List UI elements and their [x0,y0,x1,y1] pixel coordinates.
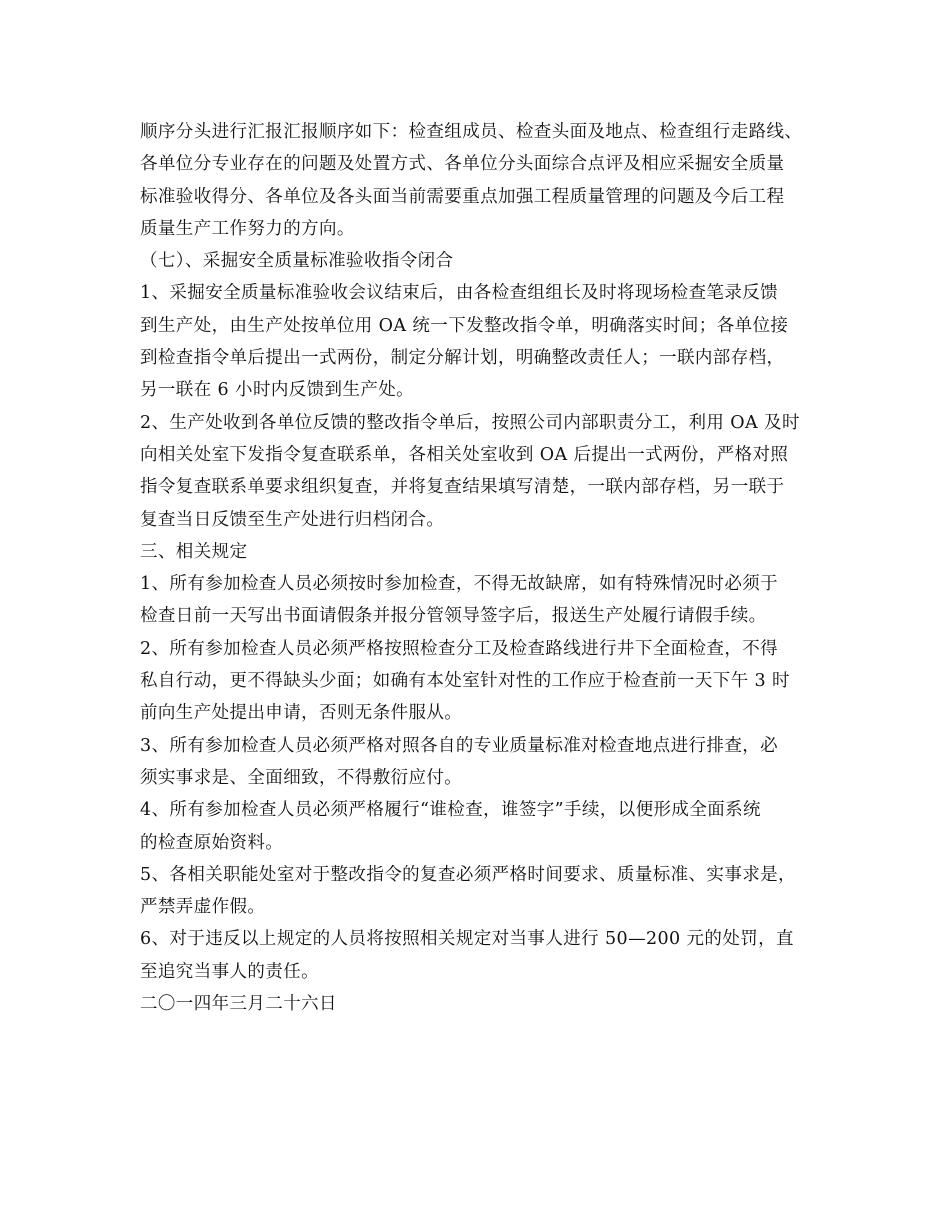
text-line: 4、所有参加检查人员必须严格履行“谁检查，谁签字”手续，以便形成全面系统 [140,800,761,821]
text-line: 前向生产处提出申请，否则无条件服从。 [140,703,463,724]
text-line: 质量生产工作努力的方向。 [140,218,355,239]
text-line: 指令复查联系单要求组织复查，并将复查结果填写清楚，一联内部存档，另一联于 [140,477,785,498]
text-line: 1、所有参加检查人员必须按时参加检查，不得无故缺席，如有特殊情况时必须于 [140,574,779,595]
text-line: 3、所有参加检查人员必须严格对照各自的专业质量标准对检查地点进行排查，必 [140,735,779,756]
section-heading: （七）、采掘安全质量标准验收指令闭合 [140,251,454,272]
text-line: 私自行动，更不得缺头少面；如确有本处室针对性的工作应于检查前一天下午 3 时 [140,671,790,692]
text-line: 2、所有参加检查人员必须严格按照检查分工及检查路线进行井下全面检查，不得 [140,638,779,659]
text-line: 检查日前一天写出书面请假条并报分管领导签字后，报送生产处履行请假手续。 [140,606,767,627]
text-line: 严禁弄虚作假。 [140,897,266,918]
text-line: 顺序分头进行汇报汇报顺序如下：检查组成员、检查头面及地点、检查组行走路线、 [140,122,803,142]
text-line: 至追究当事人的责任。 [140,961,319,982]
document-date: 二〇一四年三月二十六日 [140,994,337,1015]
section-heading: 三、相关规定 [140,541,248,562]
document-body [140,116,830,1020]
text-line: 复查当日反馈至生产处进行归档闭合。 [140,509,445,530]
text-line: 标准验收得分、各单位及各头面当前需要重点加强工程质量管理的问题及今后工程 [140,186,785,207]
text-line: 6、对于违反以上规定的人员将按照相关规定对当事人进行 50—200 元的处罚，直 [140,929,794,950]
text-line: 各单位分专业存在的问题及处置方式、各单位分头面综合点评及相应采掘安全质量 [140,154,785,175]
text-line: 到检查指令单后提出一式两份，制定分解计划，明确整改责任人；一联内部存档， [140,348,785,369]
text-line: 的检查原始资料。 [140,832,284,853]
text-line: 向相关处室下发指令复查联系单，各相关处室收到 OA 后提出一式两份，严格对照 [140,444,789,465]
text-line: 到生产处，由生产处按单位用 OA 统一下发整改指令单，明确落实时间；各单位接 [140,315,789,336]
text-line: 须实事求是、全面细致，不得敷衍应付。 [140,767,463,788]
text-line: 另一联在 6 小时内反馈到生产处。 [140,380,415,401]
text-line: 5、各相关职能处室对于整改指令的复查必须严格时间要求、质量标准、实事求是， [140,864,796,885]
text-line: 1、采掘安全质量标准验收会议结束后，由各检查组组长及时将现场检查笔录反馈 [140,283,779,304]
text-line: 2、生产处收到各单位反馈的整改指令单后，按照公司内部职责分工，利用 OA 及时 [140,412,800,433]
